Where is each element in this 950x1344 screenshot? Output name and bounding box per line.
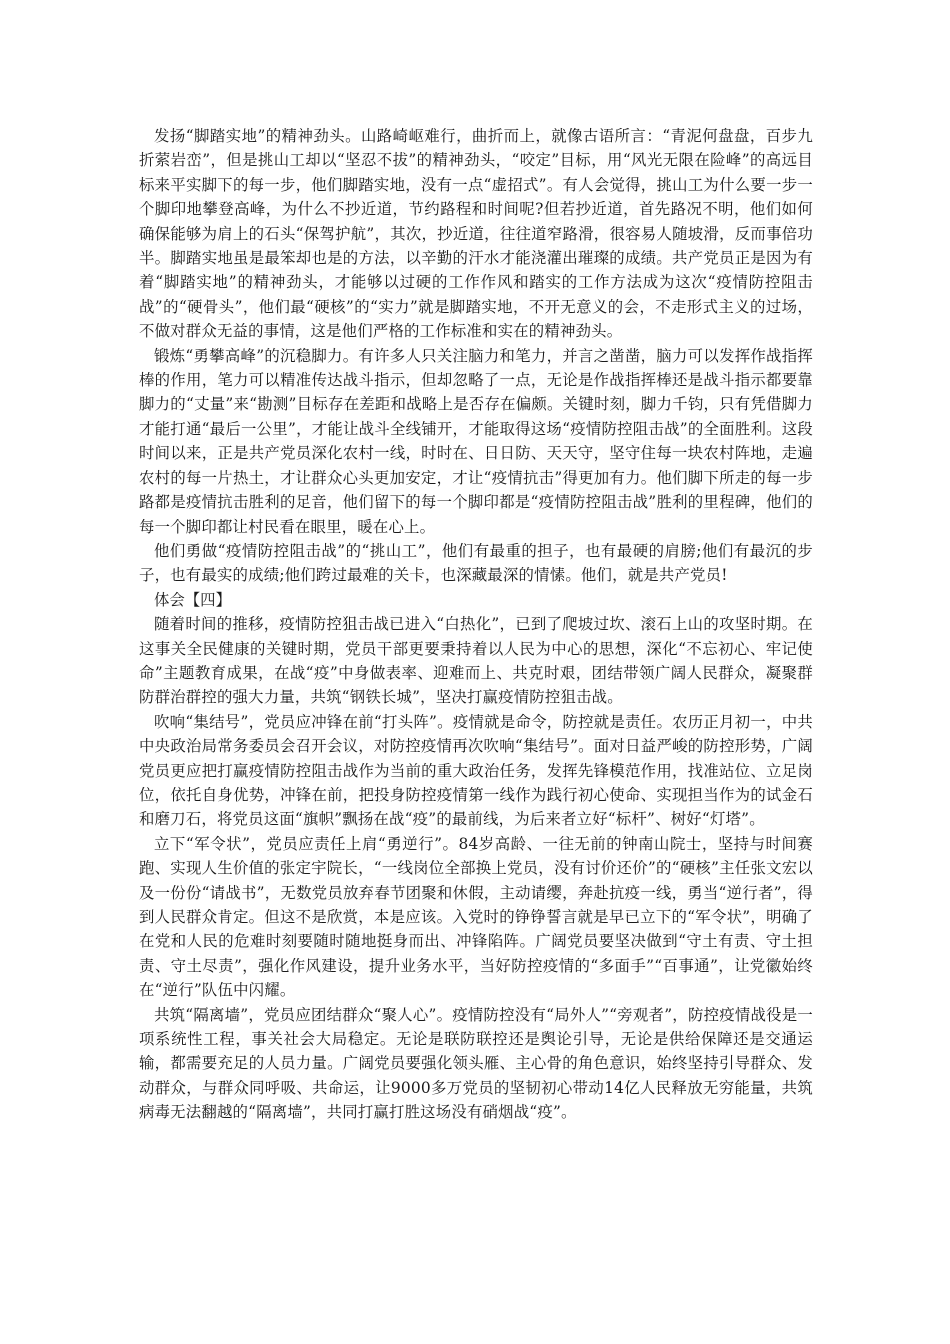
paragraph-2: 锻炼“勇攀高峰”的沉稳脚力。有许多人只关注脑力和笔力，并言之凿凿，脑力可以发挥作战指挥棒的作用，笔力可以精准传达战斗指示，但却忽略了一点，无论是作战指挥棒还是战斗指示都要靠脚力的“丈量”来“勘测”目标存在差距和战略上是否存在偏颇。关键时刻，脚力千钧，只有凭借脚力才能打通“最后一公里”，才能让战斗全线铺开，才能取得这场“疫情防控阻击战”的全面胜利。这段时间以来，正是共产党员深化农村一线，时时在、日日防、天天守，坚守住每一块农村阵地，走遍农村的每一片热土，才让群众心头更加安定，才让“疫情抗击”得更加有力。他们脚下所走的每一步路都是疫情抗击胜利的足音，他们留下的每一个脚印都是“疫情防控阻击战”胜利的里程碑，他们的每一个脚印都让村民看在眼里，暖在心上。 [139,346,813,536]
paragraph-4: 随着时间的推移，疫情防控狙击战已进入“白热化”，已到了爬坡过坎、滚石上山的攻坚时期。在这事关全民健康的关键时期，党员干部更要秉持着以人民为中心的思想，深化“不忘初心、牢记使命”主题教育成果，在战“疫”中身做表率、迎难而上、共克时艰，团结带领广阔人民群众，凝聚群防群治群控的强大力量，共筑“钢铁长城”，坚决打赢疫情防控狙击战。 [139,615,813,707]
paragraph-5: 吹响“集结号”，党员应冲锋在前“打头阵”。疫情就是命令，防控就是责任。农历正月初一，中共中央政治局常务委员会召开会议，对防控疫情再次吹响“集结号”。面对日益严峻的防控形势，广阔党员更应把打赢疫情防控阻击战作为当前的重大政治任务，发挥先锋模范作用，找准站位、立足岗位，依托自身优势，冲锋在前，把投身防控疫情第一线作为践行初心使命、实现担当作为的试金石和磨刀石，将党员这面“旗帜”飘扬在战“疫”的最前线，为后来者立好“标杆”、树好“灯塔”。 [139,712,813,829]
section-heading: 体会【四】 [154,590,231,609]
paragraph-7: 共筑“隔离墙”，党员应团结群众“聚人心”。疫情防控没有“局外人”“旁观者”，防控疫情战役是一项系统性工程，事关社会大局稳定。无论是联防联控还是舆论引导，无论是供给保障还是交通运输，都需要充足的人员力量。广阔党员要强化领头雁、主心骨的角色意识，始终坚持引导群众、发动群众，与群众同呼吸、共命运，让9000多万党员的坚韧初心带动14亿人民释放无穷能量，共筑病毒无法翻越的“隔离墙”，共同打赢打胜这场没有硝烟战“疫”。 [139,1005,813,1122]
paragraph-3: 他们勇做“疫情防控阻击战”的“挑山工”，他们有最重的担子，也有最硬的肩膀;他们有最沉的步子，也有最实的成绩;他们跨过最难的关卡，也深藏最深的情愫。他们，就是共产党员! [139,541,813,585]
paragraph-6: 立下“军令状”，党员应责任上肩“勇逆行”。84岁高龄、一往无前的钟南山院士，坚持与时间赛跑、实现人生价值的张定宇院长，“一线岗位全部换上党员，没有讨价还价”的“硬核”主任张文宏以及一份份“请战书”，无数党员放弃春节团聚和休假，主动请缨，奔赴抗疫一线，勇当“逆行者”，得到人民群众肯定。但这不是欣赏，本是应该。入党时的铮铮誓言就是早已立下的“军令状”，明确了在党和人民的危难时刻要随时随地挺身而出、冲锋陷阵。广阔党员要坚决做到“守土有责、守土担责、守土尽责”，强化作风建设，提升业务水平，当好防控疫情的“多面手”“百事通”，让党徽始终在“逆行”队伍中闪耀。 [139,834,813,1000]
paragraph-1: 发扬“脚踏实地”的精神劲头。山路崎岖难行，曲折而上，就像古语所言：“青泥何盘盘，百步九折萦岩峦”，但是挑山工却以“坚忍不拔”的精神劲头，“咬定”目标，用“风光无限在险峰”的高远目标来平实脚下的每一步，他们脚踏实地，没有一点“虚招式”。有人会觉得，挑山工为什么要一步一个脚印地攀登高峰，为什么不抄近道，节约路程和时间呢?但若抄近道，首先路况不明，他们如何确保能够为肩上的石头“保驾护航”，其次，抄近道，往往道窄路滑，很容易人随坡滑，反而事倍功半。脚踏实地虽是最笨却也是的方法，以辛勤的汗水才能浇灌出璀璨的成绩。共产党员正是因为有着“脚踏实地”的精神劲头，才能够以过硬的工作作风和踏实的工作方法成为这次“疫情防控阻击战”的“硬骨头”，他们最“硬核”的“实力”就是脚踏实地，不开无意义的会，不走形式主义的过场，不做对群众无益的事情，这是他们严格的工作标准和实在的精神劲头。 [139,127,813,341]
document-body [139,124,813,1125]
